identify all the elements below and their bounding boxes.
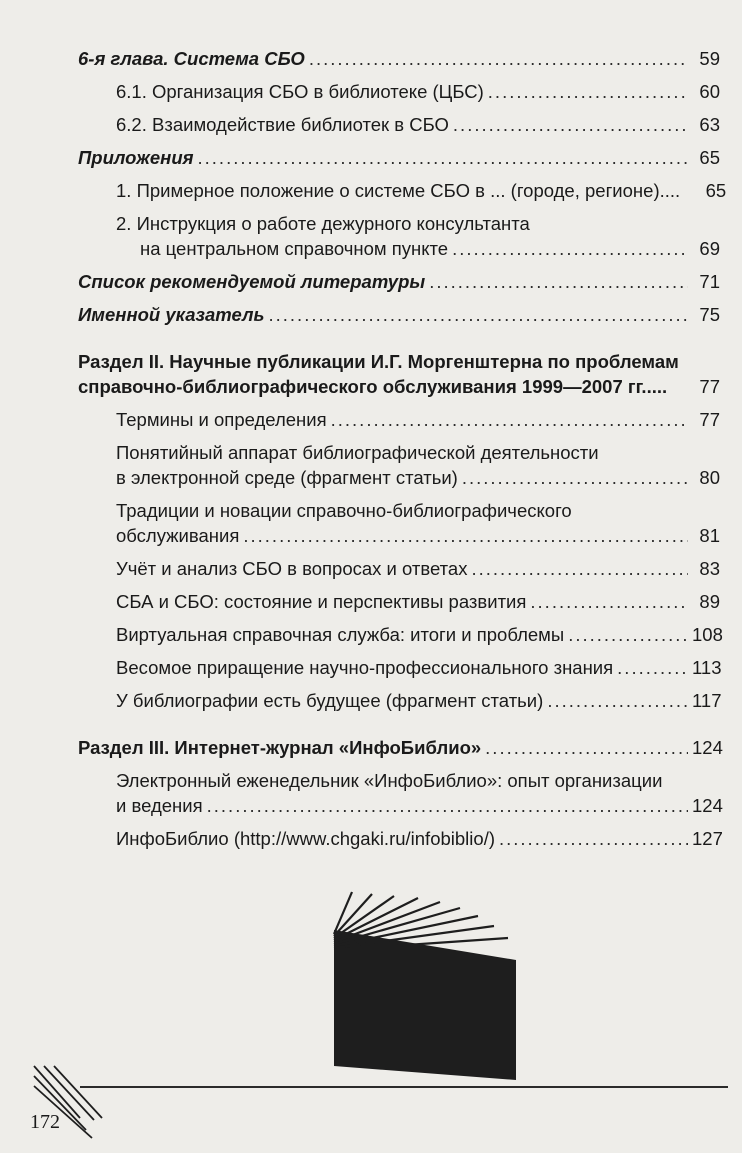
toc-page-number: 60 (699, 81, 720, 102)
toc-entry-traditions (116, 498, 720, 548)
toc-entry-conceptual-apparatus (116, 440, 720, 490)
toc-leader-dots (617, 655, 688, 680)
toc-leader-dots (452, 236, 688, 261)
toc-page-number: 124 (692, 737, 723, 758)
toc-entry-title: 6.1. Организация СБО в библиотеке (ЦБС) (116, 81, 484, 102)
toc-page-number: 83 (699, 558, 720, 579)
toc-leader-dots (530, 589, 688, 614)
toc-leader-dots (429, 269, 688, 294)
toc-page-number: 127 (692, 828, 723, 849)
toc-entry-appendix-2 (116, 211, 720, 261)
toc-entry-section-3 (78, 735, 723, 760)
toc-entry-6-1 (116, 79, 720, 104)
toc-entry-appendix-1 (116, 178, 727, 203)
toc-entry-title: ИнфоБиблио (http://www.chgaki.ru/infobiblio/) (116, 828, 495, 849)
toc-entry-virtual-service (116, 622, 723, 647)
toc-leader-dots (485, 735, 688, 760)
toc-entry-title: Список рекомендуемой литературы (78, 271, 426, 292)
toc-entry-future (116, 688, 720, 713)
toc-entry-appendices (78, 145, 720, 170)
toc-entry-title: Именной указатель (78, 304, 265, 325)
toc-leader-dots (488, 79, 688, 104)
toc-entry-title-line1: Раздел II. Научные публикации И.Г. Моргенштерна по проблемам (78, 351, 679, 372)
toc-page-number: 65 (705, 180, 727, 201)
toc-entry-sba-sbo (116, 589, 720, 614)
open-book-icon (332, 890, 516, 1080)
toc-entry-title: и ведения (116, 795, 203, 816)
toc-page-number: 124 (692, 795, 723, 816)
table-of-contents (78, 46, 727, 851)
toc-entry-title: Весомое приращение научно-профессионального знания (116, 657, 614, 678)
toc-page-number: 89 (699, 591, 720, 612)
toc-entry-section-2 (78, 349, 720, 399)
toc-leader-dots (499, 826, 688, 851)
toc-entry-title: Раздел III. Интернет-журнал «ИнфоБиблио» (78, 737, 482, 758)
toc-entry-title: Виртуальная справочная служба: итоги и проблемы (116, 624, 565, 645)
toc-entry-title: в электронной среде (фрагмент статьи) (116, 467, 458, 488)
toc-page-number: 59 (699, 48, 720, 69)
toc-entry-title: справочно-библиографического обслуживания 1999—2007 гг..... (78, 376, 668, 397)
toc-entry-terms (116, 407, 720, 432)
page-number: 172 (30, 1111, 60, 1133)
toc-page-number: 65 (699, 147, 720, 168)
toc-leader-dots (547, 688, 688, 713)
toc-entry-title: Учёт и анализ СБО в вопросах и ответах (116, 558, 468, 579)
toc-entry-name-index (78, 302, 720, 327)
toc-entry-title: 6-я глава. Система СБО (78, 48, 305, 69)
toc-entry-title: Термины и определения (116, 409, 327, 430)
toc-entry-title: на центральном справочном пункте (140, 238, 449, 259)
toc-entry-knowledge-growth (116, 655, 720, 680)
toc-leader-dots (462, 465, 688, 490)
toc-entry-title: У библиографии есть будущее (фрагмент статьи) (116, 690, 544, 711)
toc-entry-title-line1: Электронный еженедельник «ИнфоБиблио»: опыт организации (116, 770, 663, 791)
toc-entry-title: обслуживания (116, 525, 240, 546)
toc-page-number: 77 (699, 409, 720, 430)
toc-entry-6-2 (116, 112, 720, 137)
toc-entry-title: Приложения (78, 147, 194, 168)
toc-entry-accounting (116, 556, 720, 581)
toc-page-number: 63 (699, 114, 720, 135)
toc-leader-dots (331, 407, 688, 432)
footer-rule (80, 1086, 728, 1088)
toc-leader-dots (198, 145, 688, 170)
toc-leader-dots (471, 556, 688, 581)
toc-entry-title-line1: Понятийный аппарат библиографической деятельности (116, 442, 599, 463)
toc-entry-chapter-6 (78, 46, 720, 71)
toc-page-number: 108 (692, 624, 723, 645)
toc-leader-dots (453, 112, 688, 137)
toc-page-number: 71 (699, 271, 720, 292)
toc-leader-dots (243, 523, 688, 548)
toc-entry-weekly (116, 768, 723, 818)
toc-leader-dots (207, 793, 688, 818)
toc-page-number: 81 (699, 525, 720, 546)
toc-leader-dots (568, 622, 688, 647)
toc-entry-title: 1. Примерное положение о системе СБО в ... (городе, регионе).... (116, 180, 681, 201)
toc-page-number: 69 (699, 238, 720, 259)
toc-entry-title-line1: 2. Инструкция о работе дежурного консультанта (116, 213, 530, 234)
toc-entry-title-line1: Традиции и новации справочно-библиографического (116, 500, 572, 521)
toc-entry-infobiblio-url (116, 826, 723, 851)
toc-page-number: 117 (692, 690, 722, 711)
toc-leader-dots (309, 46, 688, 71)
toc-entry-bibliography (78, 269, 720, 294)
toc-page-number: 80 (699, 467, 720, 488)
toc-entry-title: 6.2. Взаимодействие библиотек в СБО (116, 114, 449, 135)
toc-page-number: 75 (699, 304, 720, 325)
toc-leader-dots (269, 302, 689, 327)
toc-page-number: 113 (692, 657, 722, 678)
toc-page-number: 77 (699, 376, 720, 397)
toc-entry-title: СБА и СБО: состояние и перспективы развития (116, 591, 527, 612)
